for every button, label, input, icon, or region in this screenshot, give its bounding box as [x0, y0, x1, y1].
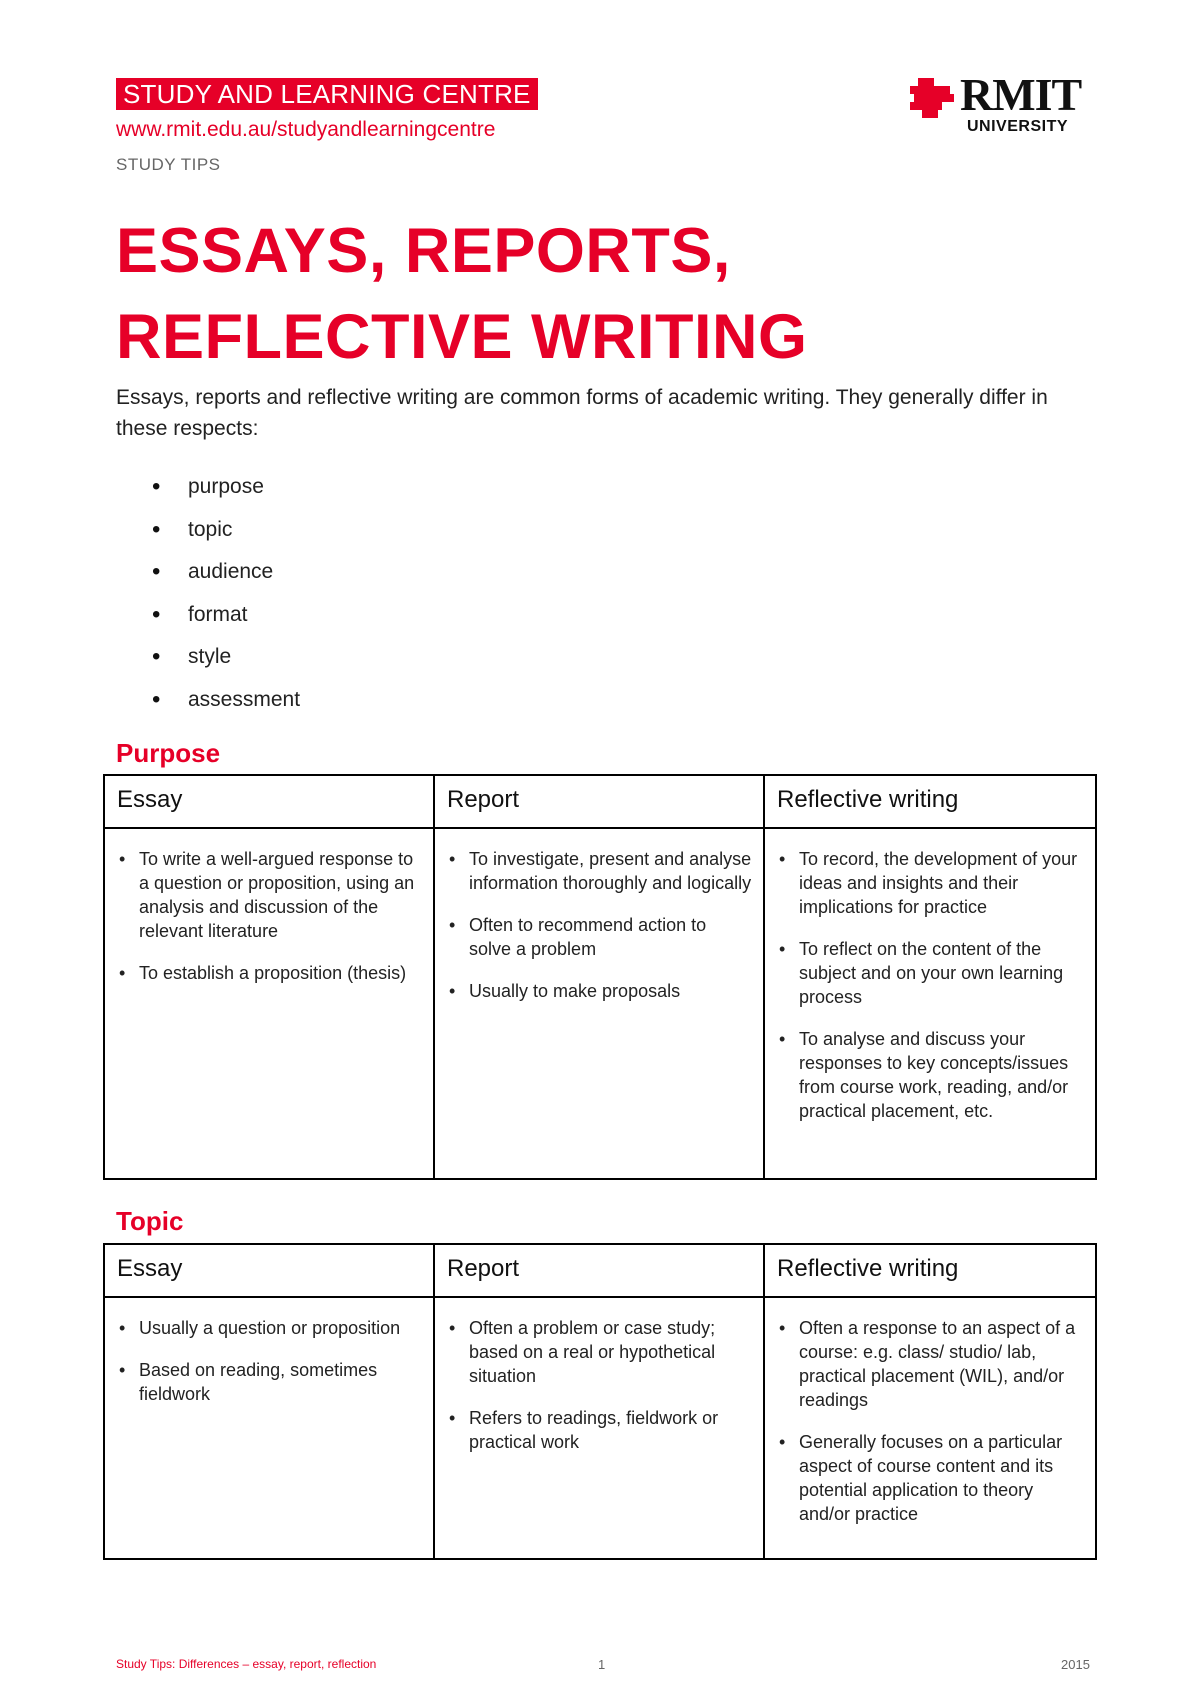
- list-item: • purpose: [152, 466, 300, 509]
- list-item: • Based on reading, sometimes fieldwork: [117, 1358, 423, 1406]
- category-label: STUDY TIPS: [116, 155, 221, 174]
- column-header-essay: Essay: [104, 1244, 434, 1297]
- list-item: • assessment: [152, 679, 300, 722]
- column-header-reflective: Reflective writing: [764, 1244, 1096, 1297]
- list-item: • audience: [152, 551, 300, 594]
- list-item: • To establish a proposition (thesis): [117, 961, 423, 985]
- list-item: • To investigate, present and analyse information thoroughly and logically: [447, 847, 753, 895]
- section-heading-purpose: Purpose: [116, 738, 221, 768]
- column-header-report: Report: [434, 775, 764, 828]
- table-header-row: [104, 1244, 1096, 1297]
- page-title: [116, 208, 1116, 380]
- footer-year: 2015: [1061, 1657, 1090, 1672]
- logo-wordmark: RMIT: [960, 69, 1082, 120]
- title-line-1: ESSAYS, REPORTS,: [116, 216, 731, 286]
- column-header-reflective: Reflective writing: [764, 775, 1096, 828]
- rmit-logo: [910, 69, 1090, 136]
- list-item: • To write a well-argued response to a question or proposition, using an analysis and discussion of the relevant literature: [117, 847, 423, 943]
- essay-cell: [104, 828, 434, 1179]
- list-item: • Usually to make proposals: [447, 979, 753, 1003]
- list-item: • Often a problem or case study; based on a real or hypothetical situation: [447, 1316, 753, 1388]
- list-item: • To analyse and discuss your responses to key concepts/issues from course work, reading, and/or practical placement, etc.: [777, 1027, 1085, 1123]
- intro-paragraph: Essays, reports and reflective writing are common forms of academic writing. They generally differ in these respects:: [116, 386, 1048, 440]
- column-header-essay: Essay: [104, 775, 434, 828]
- section-heading-topic: Topic: [116, 1206, 184, 1236]
- list-item: • format: [152, 594, 300, 637]
- reflective-cell: [764, 828, 1096, 1179]
- pixel-logo-icon: [910, 78, 956, 118]
- report-cell: [434, 1297, 764, 1559]
- footer-document-title: Study Tips: Differences – essay, report, reflection: [116, 1657, 377, 1671]
- centre-name-badge: STUDY AND LEARNING CENTRE: [116, 78, 538, 110]
- column-header-report: Report: [434, 1244, 764, 1297]
- list-item: • To reflect on the content of the subject and on your own learning process: [777, 937, 1085, 1009]
- purpose-table: [103, 774, 1097, 1180]
- report-cell: [434, 828, 764, 1179]
- list-item: • Often a response to an aspect of a course: e.g. class/ studio/ lab, practical placement (WIL), and/or readings: [777, 1316, 1085, 1412]
- table-row: [104, 1297, 1096, 1559]
- table-row: [104, 828, 1096, 1179]
- topic-table: [103, 1243, 1097, 1560]
- list-item: • topic: [152, 509, 300, 552]
- list-item: • To record, the development of your ideas and insights and their implications for practice: [777, 847, 1085, 919]
- list-item: • Usually a question or proposition: [117, 1316, 423, 1340]
- list-item: • Generally focuses on a particular aspect of course content and its potential application to theory and/or practice: [777, 1430, 1085, 1526]
- title-line-2: REFLECTIVE WRITING: [116, 302, 808, 372]
- logo-subtitle: UNIVERSITY: [967, 118, 1069, 135]
- list-item: • style: [152, 636, 300, 679]
- centre-url-link[interactable]: www.rmit.edu.au/studyandlearningcentre: [116, 118, 496, 141]
- list-item: • Often to recommend action to solve a problem: [447, 913, 753, 961]
- table-header-row: [104, 775, 1096, 828]
- header: [116, 78, 538, 175]
- respects-list: [152, 466, 300, 722]
- essay-cell: [104, 1297, 434, 1559]
- list-item: • Refers to readings, fieldwork or practical work: [447, 1406, 753, 1454]
- reflective-cell: [764, 1297, 1096, 1559]
- page-number: 1: [598, 1657, 606, 1672]
